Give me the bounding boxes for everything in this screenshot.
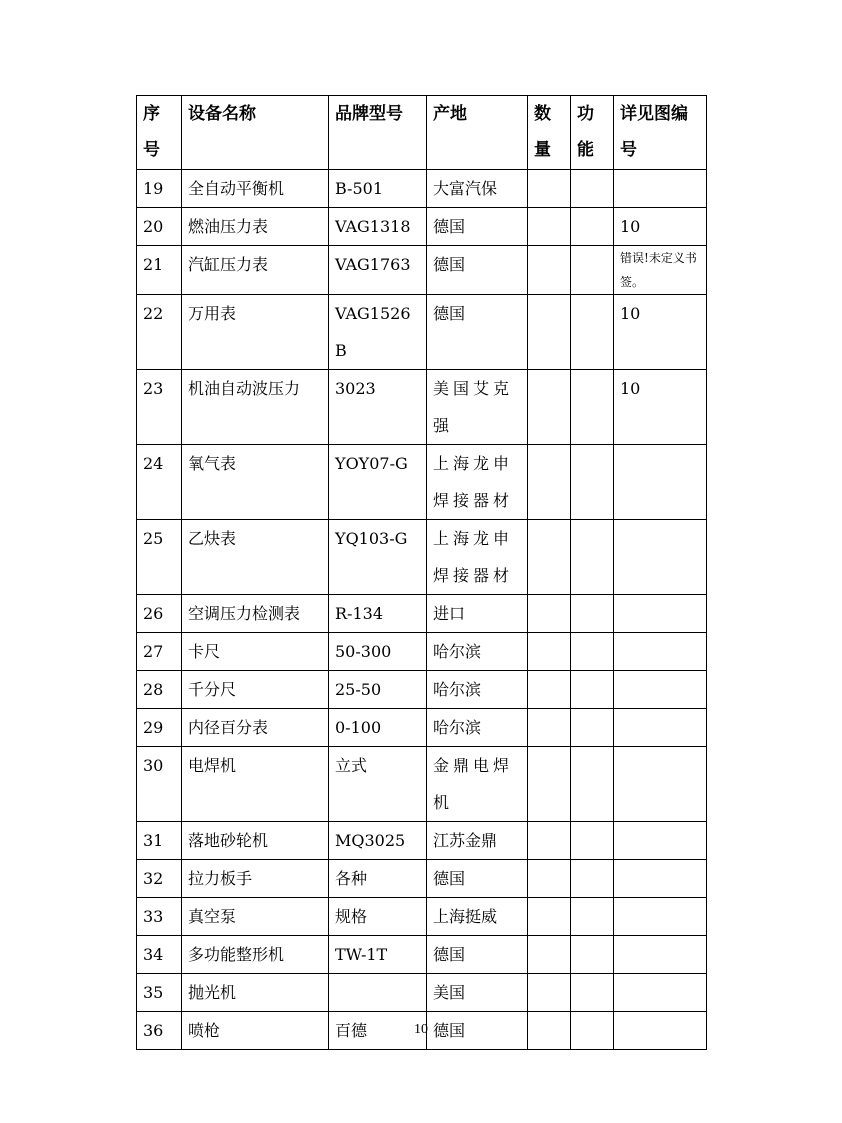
table-row: [137, 671, 707, 709]
cell-model: [329, 974, 427, 1012]
cell-name: 万用表: [182, 295, 329, 370]
cell-ref: [614, 860, 707, 898]
cell-name: 喷枪: [182, 1012, 329, 1050]
cell-seq: 21: [137, 246, 182, 295]
cell-func: [571, 370, 614, 445]
cell-model: 立式: [329, 747, 427, 822]
cell-qty: [528, 747, 571, 822]
header-origin: 产地: [427, 96, 528, 170]
cell-seq: 22: [137, 295, 182, 370]
table-row: [137, 709, 707, 747]
cell-name: 多功能整形机: [182, 936, 329, 974]
cell-name: 氧气表: [182, 445, 329, 520]
table-row: [137, 170, 707, 208]
cell-func: [571, 671, 614, 709]
cell-seq: 33: [137, 898, 182, 936]
cell-func: [571, 445, 614, 520]
cell-name: 燃油压力表: [182, 208, 329, 246]
cell-origin: 进口: [427, 595, 528, 633]
cell-qty: [528, 633, 571, 671]
cell-name: 全自动平衡机: [182, 170, 329, 208]
table-row: [137, 633, 707, 671]
cell-seq: 28: [137, 671, 182, 709]
cell-model: 0-100: [329, 709, 427, 747]
header-func: 功能: [571, 96, 614, 170]
header-model: 品牌型号: [329, 96, 427, 170]
cell-model: YQ103-G: [329, 520, 427, 595]
cell-model: VAG1763: [329, 246, 427, 295]
table-row: [137, 445, 707, 520]
cell-origin: 哈尔滨: [427, 709, 528, 747]
cell-qty: [528, 370, 571, 445]
cell-origin: 上海挺威: [427, 898, 528, 936]
cell-name: 卡尺: [182, 633, 329, 671]
cell-ref: 错误!未定义书签。: [614, 246, 707, 295]
cell-origin: 德国: [427, 936, 528, 974]
cell-origin: 美国艾克强: [427, 370, 528, 445]
cell-func: [571, 170, 614, 208]
cell-origin: 德国: [427, 1012, 528, 1050]
cell-seq: 24: [137, 445, 182, 520]
cell-name: 拉力板手: [182, 860, 329, 898]
cell-ref: [614, 170, 707, 208]
cell-func: [571, 246, 614, 295]
cell-seq: 29: [137, 709, 182, 747]
cell-seq: 32: [137, 860, 182, 898]
cell-origin: 德国: [427, 246, 528, 295]
table-row: [137, 822, 707, 860]
cell-ref: [614, 747, 707, 822]
cell-func: [571, 860, 614, 898]
cell-seq: 36: [137, 1012, 182, 1050]
header-name: 设备名称: [182, 96, 329, 170]
cell-qty: [528, 170, 571, 208]
cell-func: [571, 709, 614, 747]
cell-model: 规格: [329, 898, 427, 936]
cell-ref: [614, 974, 707, 1012]
cell-name: 电焊机: [182, 747, 329, 822]
cell-model: R-134: [329, 595, 427, 633]
cell-model: 3023: [329, 370, 427, 445]
table-row: [137, 370, 707, 445]
cell-seq: 30: [137, 747, 182, 822]
table-row: [137, 595, 707, 633]
cell-model: B-501: [329, 170, 427, 208]
cell-qty: [528, 445, 571, 520]
cell-ref: 10: [614, 208, 707, 246]
cell-func: [571, 822, 614, 860]
cell-name: 千分尺: [182, 671, 329, 709]
table-row: [137, 520, 707, 595]
cell-seq: 34: [137, 936, 182, 974]
cell-name: 汽缸压力表: [182, 246, 329, 295]
table-header-row: [137, 96, 707, 170]
cell-seq: 35: [137, 974, 182, 1012]
header-seq: 序号: [137, 96, 182, 170]
cell-name: 内径百分表: [182, 709, 329, 747]
cell-qty: [528, 295, 571, 370]
cell-qty: [528, 898, 571, 936]
cell-model: VAG1526B: [329, 295, 427, 370]
cell-model: TW-1T: [329, 936, 427, 974]
cell-qty: [528, 208, 571, 246]
cell-qty: [528, 671, 571, 709]
cell-qty: [528, 595, 571, 633]
cell-func: [571, 747, 614, 822]
table-row: [137, 208, 707, 246]
cell-model: MQ3025: [329, 822, 427, 860]
table-row: [137, 747, 707, 822]
header-ref: 详见图编号: [614, 96, 707, 170]
cell-origin: 德国: [427, 295, 528, 370]
cell-qty: [528, 246, 571, 295]
table-row: [137, 246, 707, 295]
cell-ref: [614, 671, 707, 709]
equipment-table: [136, 95, 707, 1050]
cell-origin: 哈尔滨: [427, 671, 528, 709]
cell-seq: 23: [137, 370, 182, 445]
table-row: [137, 898, 707, 936]
cell-seq: 19: [137, 170, 182, 208]
cell-seq: 26: [137, 595, 182, 633]
table-row: [137, 974, 707, 1012]
cell-func: [571, 974, 614, 1012]
cell-model: 50-300: [329, 633, 427, 671]
cell-origin: 上海龙申焊接器材: [427, 520, 528, 595]
cell-ref: [614, 822, 707, 860]
cell-model: 25-50: [329, 671, 427, 709]
table-row: [137, 936, 707, 974]
cell-origin: 金鼎电焊机: [427, 747, 528, 822]
cell-seq: 31: [137, 822, 182, 860]
cell-origin: 大富汽保: [427, 170, 528, 208]
table-body: [137, 170, 707, 1050]
cell-origin: 江苏金鼎: [427, 822, 528, 860]
cell-origin: 上海龙申焊接器材: [427, 445, 528, 520]
cell-func: [571, 520, 614, 595]
cell-ref: 10: [614, 370, 707, 445]
cell-origin: 美国: [427, 974, 528, 1012]
cell-ref: [614, 709, 707, 747]
cell-qty: [528, 520, 571, 595]
cell-model: YOY07-G: [329, 445, 427, 520]
cell-name: 空调压力检测表: [182, 595, 329, 633]
cell-ref: [614, 633, 707, 671]
cell-qty: [528, 974, 571, 1012]
cell-name: 落地砂轮机: [182, 822, 329, 860]
cell-qty: [528, 936, 571, 974]
cell-name: 机油自动波压力: [182, 370, 329, 445]
cell-seq: 25: [137, 520, 182, 595]
cell-ref: [614, 898, 707, 936]
cell-ref: [614, 445, 707, 520]
page-number: 10: [414, 1022, 428, 1037]
cell-model: VAG1318: [329, 208, 427, 246]
cell-ref: [614, 936, 707, 974]
cell-func: [571, 898, 614, 936]
cell-model: 百德: [329, 1012, 427, 1050]
cell-seq: 27: [137, 633, 182, 671]
cell-func: [571, 595, 614, 633]
cell-func: [571, 633, 614, 671]
cell-origin: 哈尔滨: [427, 633, 528, 671]
cell-ref: [614, 520, 707, 595]
cell-seq: 20: [137, 208, 182, 246]
cell-qty: [528, 709, 571, 747]
cell-func: [571, 936, 614, 974]
header-qty: 数量: [528, 96, 571, 170]
cell-origin: 德国: [427, 860, 528, 898]
cell-name: 真空泵: [182, 898, 329, 936]
cell-ref: 10: [614, 295, 707, 370]
cell-name: 抛光机: [182, 974, 329, 1012]
cell-ref: [614, 595, 707, 633]
cell-qty: [528, 860, 571, 898]
table-row: [137, 860, 707, 898]
cell-qty: [528, 822, 571, 860]
cell-func: [571, 295, 614, 370]
cell-origin: 德国: [427, 208, 528, 246]
cell-func: [571, 208, 614, 246]
cell-model: 各种: [329, 860, 427, 898]
cell-name: 乙炔表: [182, 520, 329, 595]
table-row: [137, 295, 707, 370]
